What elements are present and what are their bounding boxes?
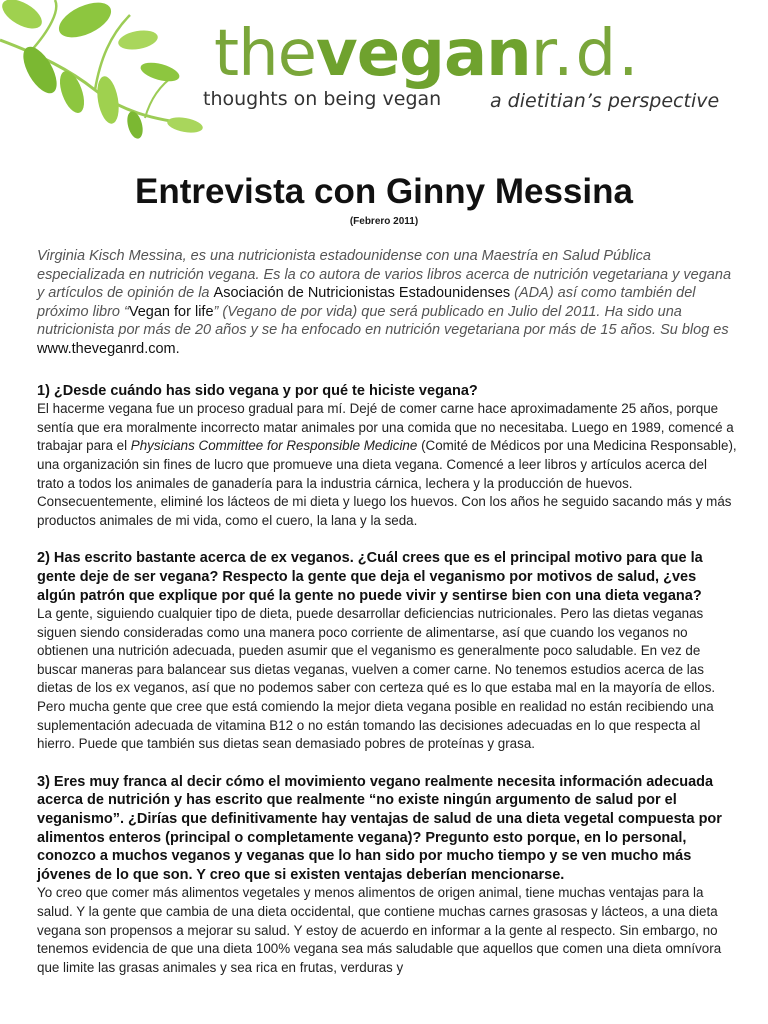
blog-link[interactable]: www.theveganrd.com [37,340,176,357]
intro-text-4: . [175,340,180,357]
answer-1-text-2: (Comité de Médicos por una Medicina Responsable), una organización sin fines de lucro que promueve una dieta vegana. Comencé a leer libros y artículos acerca del trato a todos los animales de ganadería para la industria cárnica, lechera y la producción de huevos. Consecuentemente, eliminé los lácteos de mi dieta y luego los huevos. Con los años he seguido sacando más y más productos animales de mi vida, como el cuero, la lana y la seda. [37,438,737,528]
intro-text-3: ” (Vegano de por vida) que será publicado en Julio del 2011. Ha sido una nutricionista por más de 20 años y se ha enfocado en nutrición vegetariana por más de 15 años. Su blog es [37,303,729,339]
logo-the: the [214,17,317,91]
tagline-left: thoughts on being vegan [203,88,442,110]
answer-1 [37,400,737,530]
site-logo [0,0,768,130]
question-2: 2) Has escrito bastante acerca de ex veganos. ¿Cuál crees que es el principal motivo para que la gente deje de ser vegana? Respecto la gente que deja el veganismo por motivos de salud, ¿ves algún patrón que explique por qué la gente no puede vivir y sentirse bien con una dieta vegana? [37,550,703,604]
answer-3: Yo creo que comer más alimentos vegetales y menos alimentos de origen animal, tiene muchas ventajas para la salud. Y la gente que cambia de una dieta occidental, que contiene muchas carnes grasosas y lácteos, a una dieta vegana son propensos a mejorar su salud. Y estoy de acuerdo en informar a la gente al respecto. Sin embargo, no tenemos evidencia de que una dieta 100% vegana sea más saludable que aquellos que comen una dieta omnívora que limite las grasas animales y sea rica en frutas, verduras y [37,885,722,975]
question-1: 1) ¿Desde cuándo has sido vegana y por qué te hiciste vegana? [37,382,478,399]
logo-wordmark [214,17,641,91]
tagline-right: a dietitian’s perspective [490,90,720,112]
intro-text-2: (ADA) así como también del próximo libro “ [37,285,696,320]
article-date: (Febrero 2011) [349,216,419,227]
article-body [37,247,737,977]
article-title: Entrevista con Ginny Messina [135,172,633,211]
answer-2: La gente, siguiendo cualquier tipo de dieta, puede desarrollar deficiencias nutricionales. Pero las dietas veganas siguen siendo consideradas como una manera poco corriente de alimentarse, así que cuando los veganos no obtienen una nutrición adecuada, pueden asumir que el veganismo es generalmente poco saludable. En vez de buscar maneras para balancear sus dietas veganas, vuelven a comer carne. No tenemos estudios acerca de las dietas de los ex veganos, así que no podemos saber con certeza qué es lo que estaba mal en la mayoría de ellos. Pero mucha gente que cree que está comiendo la mejor dieta vegana posible en realidad no están recibiendo una suplementación adecuada de vitamina B12 o no están tomando las decisiones adecuadas en lo que respecta al hierro. Puede que también sus dietas sean demasiado pobres de proteínas y grasa. [37,606,716,752]
intro-book: Vegan for life [128,303,214,320]
answer-1-org: Physicians Committee for Responsible Medicine [130,438,418,454]
intro-org: Asociación de Nutricionistas Estadounidenses [213,285,511,302]
logo-rd: r.d. [530,17,641,91]
question-3: 3) Eres muy franca al decir cómo el movimiento vegano realmente necesita información adecuada acerca de nutrición y has escrito que realmente “no existe ningún argumento de salud por el veganismo”. ¿Dirías que definitivamente hay ventajas de salud de una dieta vegetal compuesta por alimentos enteros (principal o completamente vegana)? Pregunto esto porque, en lo personal, conozco a muchos veganos y veganas que lo han sido por mucho tiempo y se ven mucho más jóvenes de lo que son. Y creo que si existen ventajas deberían mencionarse. [37,773,722,883]
intro-paragraph [37,247,737,359]
intro-text-1: Virginia Kisch Messina, es una nutricionista estadounidense con una Maestría en Salud Pública especializada en nutrición vegana. Es la co autora de varios libros acerca de nutrición vegetariana y vegana y artículos de opinión de la [37,248,732,302]
logo-vegan: vegan [316,17,531,91]
answer-1-text-1: El hacerme vegana fue un proceso gradual para mí. Dejé de comer carne hace aproximadamente 25 años, porque sentía que era moralmente incorrecto matar animales por una comida que no necesitaba. Luego en 1989, comencé a trabajar para el [37,401,734,454]
